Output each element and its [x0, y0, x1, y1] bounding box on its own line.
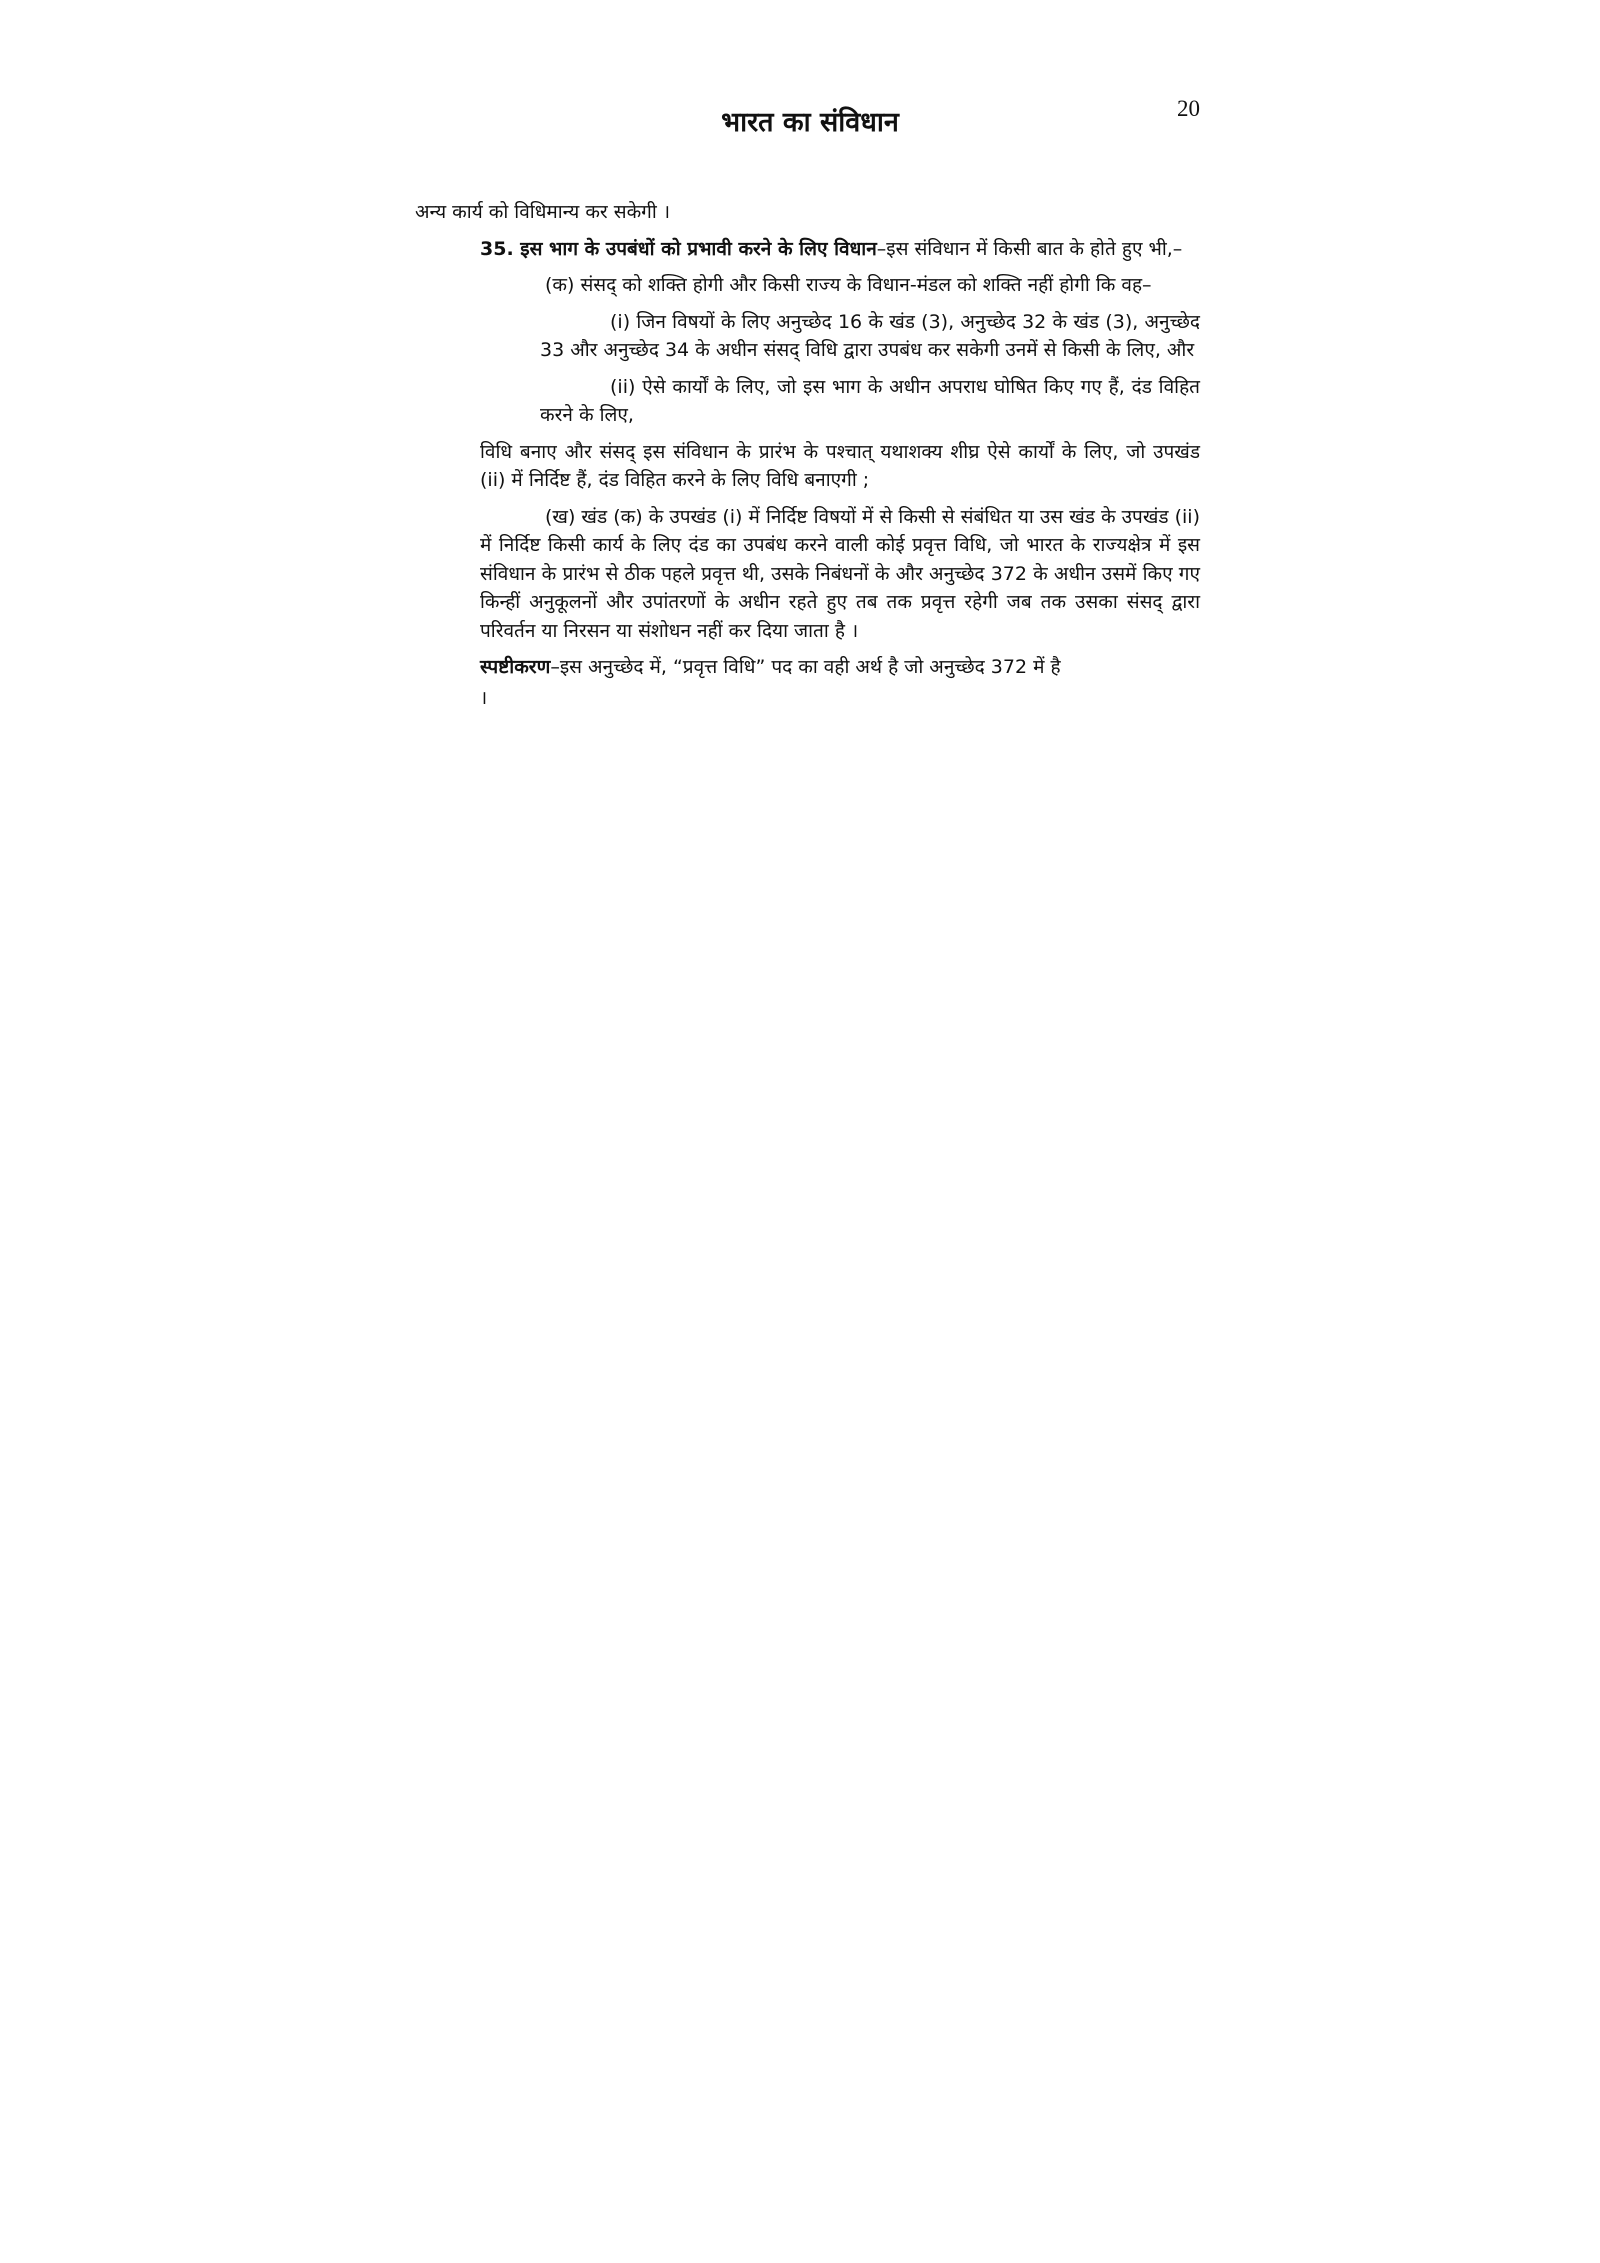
- explanation: [415, 653, 1200, 712]
- clause-kha-text: (ख) खंड (क) के उपखंड (i) में निर्दिष्ट विषयों में से किसी से संबंधित या उस खंड के उपखंड (ii) में निर्दिष्ट किसी कार्य के लिए दंड का उपबंध करने वाली कोई प्रवृत्त विधि, जो भारत के राज्यक्षेत्र में इस संविधान के प्रारंभ से ठीक पहले प्रवृत्त थी, उसके निबंधनों के और अनुच्छेद 372 के अधीन उसमें किए गए किन्हीं अनुकूलनों और उपांतरणों के अधीन रहते हुए तब तक प्रवृत्त रहेगी जब तक उसका संसद् द्वारा परिवर्तन या निरसन या संशोधन नहीं कर दिया जाता है ।: [480, 505, 1200, 642]
- continuation-text: अन्य कार्य को विधिमान्य कर सकेगी ।: [415, 201, 671, 223]
- clause-kha: [480, 503, 1200, 646]
- page-header: [420, 96, 1200, 146]
- clause-ka-text: (क) संसद् को शक्ति होगी और किसी राज्य के विधान-मंडल को शक्ति नहीं होगी कि वह–: [545, 274, 1152, 296]
- explanation-text: –इस अनुच्छेद में, “प्रवृत्त विधि” पद का वही अर्थ है जो अनुच्छेद 372 में है: [550, 656, 1061, 678]
- subclause-ii-text: (ii) ऐसे कार्यों के लिए, जो इस भाग के अधीन अपराध घोषित किए गए हैं, दंड विहित करने के लिए,: [540, 375, 1200, 426]
- subclause-i: [540, 308, 1200, 365]
- explanation-tail: ।: [480, 686, 488, 709]
- page-title: भारत का संविधान: [721, 107, 899, 138]
- paragraph-continuation: [415, 198, 1200, 227]
- article-35: [415, 235, 1200, 264]
- document-body: [415, 198, 1200, 720]
- explanation-heading: स्पष्टीकरण: [480, 656, 551, 678]
- subclause-i-text: (i) जिन विषयों के लिए अनुच्छेद 16 के खंड (3), अनुच्छेद 32 के खंड (3), अनुच्छेद 33 और अनुच्छेद 34 के अधीन संसद् विधि द्वारा उपबंध कर सकेगी उनमें से किसी के लिए, और: [540, 310, 1200, 361]
- clause-ka: [480, 271, 1200, 300]
- article-35-heading: 35. इस भाग के उपबंधों को प्रभावी करने के लिए विधान: [480, 237, 877, 260]
- subclause-ii: [540, 373, 1200, 430]
- clause-ka-tail-text: विधि बनाए और संसद् इस संविधान के प्रारंभ के पश्चात् यथाशक्य शीघ्र ऐसे कार्यों के लिए, जो उपखंड (ii) में निर्दिष्ट हैं, दंड विहित करने के लिए विधि बनाएगी ;: [480, 440, 1200, 491]
- clause-ka-tail: [480, 438, 1200, 495]
- article-35-intro: –इस संविधान में किसी बात के होते हुए भी,–: [876, 237, 1183, 260]
- page-number: 20: [1177, 96, 1200, 121]
